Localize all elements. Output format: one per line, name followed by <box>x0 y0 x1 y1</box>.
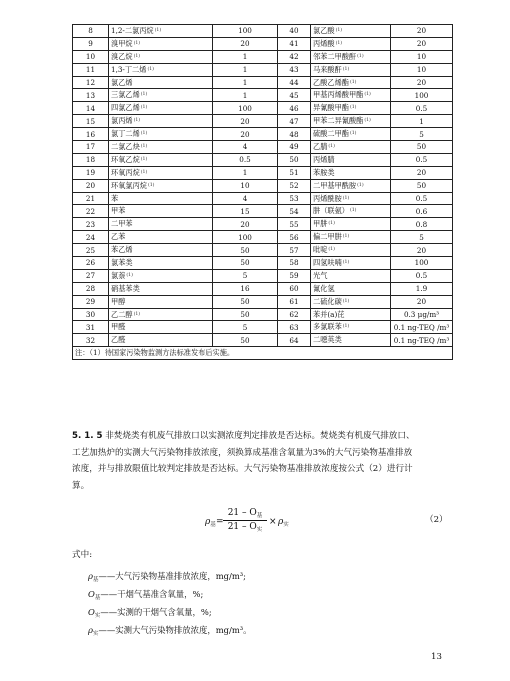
serial-number-cell: 60 <box>278 282 311 295</box>
pollutant-name-cell <box>311 128 391 141</box>
footnote-mark: (1) <box>154 27 162 33</box>
limit-value-cell: 50 <box>213 308 278 321</box>
pollutant-name: 肼（联氨） <box>313 206 349 216</box>
pollutant-name-cell <box>109 89 213 102</box>
table-row <box>73 89 453 102</box>
pollutant-name-cell <box>109 244 213 257</box>
pollutant-name-cell <box>109 37 213 50</box>
serial-number-cell: 51 <box>278 166 311 179</box>
table-row <box>73 205 453 218</box>
limit-value-cell: 5 <box>213 321 278 334</box>
limit-value-cell: 1 <box>213 76 278 89</box>
limit-value-cell: 0.5 <box>391 269 453 282</box>
pollutant-name-cell <box>311 257 391 270</box>
limit-value-cell: 10 <box>213 179 278 192</box>
limit-value-cell: 20 <box>213 128 278 141</box>
limit-value-cell: 1 <box>213 166 278 179</box>
pollutant-name: 丙烯酰胺 <box>313 193 342 203</box>
serial-number-cell: 58 <box>278 257 311 270</box>
serial-number-cell: 61 <box>278 295 311 308</box>
table-row <box>73 76 453 89</box>
pollutant-name-cell <box>109 141 213 154</box>
serial-number-cell: 54 <box>278 205 311 218</box>
serial-number-cell: 13 <box>73 89 109 102</box>
table-row <box>73 102 453 115</box>
pollutant-name: 三氯乙烯 <box>111 90 140 100</box>
footnote-mark: (1) <box>349 105 357 111</box>
serial-number-cell: 64 <box>278 334 311 347</box>
footnote-mark: (1) <box>342 298 350 304</box>
limit-value-cell: 0.5 <box>391 102 453 115</box>
footnote-mark: (1) <box>342 195 350 201</box>
pollutant-name: 苯乙烯 <box>111 245 133 255</box>
serial-number-cell: 40 <box>278 25 311 38</box>
limit-value-cell: 16 <box>213 282 278 295</box>
pollutant-name-cell <box>311 205 391 218</box>
serial-number-cell: 11 <box>73 63 109 76</box>
limit-value-cell: 1 <box>213 63 278 76</box>
footnote-mark: (1) <box>364 92 371 98</box>
pollutant-name: 丙烯腈 <box>313 154 335 164</box>
table-row <box>73 179 453 192</box>
pollutant-name: 氯苯类 <box>111 257 133 267</box>
equation-number: （2） <box>425 515 448 525</box>
pollutant-name: 丙烯酸 <box>313 38 335 48</box>
pollutant-name-cell <box>109 334 213 347</box>
pollutant-name: 甲醇 <box>111 296 126 306</box>
limit-value-cell: 5 <box>391 231 453 244</box>
serial-number-cell: 12 <box>73 76 109 89</box>
serial-number-cell: 63 <box>278 321 311 334</box>
serial-number-cell: 26 <box>73 257 109 270</box>
serial-number-cell: 15 <box>73 115 109 128</box>
pollutant-name: 异氰酸甲酯 <box>313 103 349 113</box>
limit-value-cell: 10 <box>391 50 453 63</box>
pollutant-name: 乙腈 <box>313 141 328 151</box>
table-row <box>73 37 453 50</box>
serial-number-cell: 25 <box>73 244 109 257</box>
pollutant-name-cell <box>311 63 391 76</box>
serial-number-cell: 49 <box>278 141 311 154</box>
section-line-3: 浓度，并与排放限值比较判定排放是否达标。大气污染物基准排放浓度按公式（2）进行计 <box>72 464 413 474</box>
pollutant-name-cell <box>109 257 213 270</box>
pollutant-name: 偏二甲肼 <box>313 232 342 242</box>
limit-value-cell: 20 <box>213 37 278 50</box>
limit-value-cell: 1 <box>213 89 278 102</box>
footnote-mark: (1) <box>140 156 148 162</box>
serial-number-cell: 23 <box>73 218 109 231</box>
pollutant-name-cell <box>109 308 213 321</box>
pollutant-name: 邻苯二甲酸酐 <box>313 51 357 61</box>
serial-number-cell: 22 <box>73 205 109 218</box>
table-row <box>73 334 453 347</box>
table-row <box>73 218 453 231</box>
table-row <box>73 115 453 128</box>
pollutant-name: 甲肼 <box>313 219 328 229</box>
section-5-1-5 <box>72 428 448 494</box>
serial-number-cell: 10 <box>73 50 109 63</box>
footnote-mark: (1) <box>349 131 357 137</box>
table-row <box>73 282 453 295</box>
limit-value-cell: 10 <box>391 63 453 76</box>
limit-value-cell: 0.1 ng-TEQ /m³ <box>391 334 453 347</box>
pollutant-name-cell <box>109 128 213 141</box>
limit-value-cell: 0.5 <box>391 153 453 166</box>
pollutant-name-cell <box>109 321 213 334</box>
limit-value-cell: 20 <box>213 115 278 128</box>
table-row <box>73 192 453 205</box>
pollutant-name-cell <box>311 282 391 295</box>
pollutant-name-cell <box>311 141 391 154</box>
page-number: 13 <box>431 652 442 662</box>
footnote-mark: (1) <box>126 272 133 278</box>
serial-number-cell: 57 <box>278 244 311 257</box>
limit-value-cell: 100 <box>391 257 453 270</box>
pollutant-name-cell <box>109 166 213 179</box>
pollutant-name-cell <box>311 153 391 166</box>
serial-number-cell: 31 <box>73 321 109 334</box>
section-number: 5. 1. 5 <box>72 431 103 441</box>
pollutant-name-cell <box>311 102 391 115</box>
table-row <box>73 257 453 270</box>
footnote-mark: (1) <box>349 208 357 214</box>
serial-number-cell: 43 <box>278 63 311 76</box>
pollutant-name-cell <box>109 50 213 63</box>
limit-value-cell: 100 <box>213 231 278 244</box>
limit-value-cell: 50 <box>213 334 278 347</box>
serial-number-cell: 29 <box>73 295 109 308</box>
serial-number-cell: 24 <box>73 231 109 244</box>
table-row <box>73 166 453 179</box>
serial-number-cell: 30 <box>73 308 109 321</box>
footnote-mark: (1) <box>357 53 364 59</box>
footnote-mark: (1) <box>147 182 155 188</box>
formula-2: $\rho_基$ = $21 - O_基$ $21 - O_实$ × $\rho_实$ <box>205 508 289 533</box>
serial-number-cell: 55 <box>278 218 311 231</box>
limit-value-cell: 0.1 ng-TEQ /m³ <box>391 321 453 334</box>
limit-value-cell: 20 <box>391 295 453 308</box>
pollutant-name-cell <box>311 89 391 102</box>
pollutant-name: 1,3-丁二烯 <box>111 64 147 74</box>
limit-value-cell: 20 <box>391 76 453 89</box>
footnote-mark: (1) <box>133 40 141 46</box>
limit-value-cell: 1.9 <box>391 282 453 295</box>
limit-value-cell: 0.8 <box>391 218 453 231</box>
pollutant-name-cell <box>109 76 213 89</box>
definition-rho-shi: $\rho_实——$实测大气污染物排放浓度，mg/m³。 <box>88 625 252 637</box>
table-row <box>73 269 453 282</box>
serial-number-cell: 44 <box>278 76 311 89</box>
footnote-mark: (1) <box>140 143 148 149</box>
limit-value-cell: 5 <box>213 269 278 282</box>
serial-number-cell: 21 <box>73 192 109 205</box>
footnote-mark: (1) <box>140 169 148 175</box>
serial-number-cell: 28 <box>73 282 109 295</box>
pollutant-name: 溴乙烷 <box>111 51 133 61</box>
pollutant-name: 二氯乙炔 <box>111 141 140 151</box>
footnote-mark: (1) <box>328 247 335 253</box>
pollutant-name: 氯丁二烯 <box>111 129 140 139</box>
table-row <box>73 63 453 76</box>
pollutant-name-cell <box>109 153 213 166</box>
serial-number-cell: 14 <box>73 102 109 115</box>
table-note-row <box>73 347 453 360</box>
footnote-mark: (1) <box>335 40 343 46</box>
footnote-mark: (1) <box>133 53 141 59</box>
limit-value-cell: 4 <box>213 141 278 154</box>
formula-numerator: $21 - O_基$ <box>223 508 267 521</box>
pollutant-name: 氯丙烯 <box>111 116 133 126</box>
pollutant-name: 乙二醇 <box>111 309 133 319</box>
pollutant-name: 吡啶 <box>313 245 328 255</box>
pollutant-name-cell <box>311 115 391 128</box>
limit-value-cell: 100 <box>213 102 278 115</box>
definition-rho-ji: $\rho_基——$大气污染物基准排放浓度，mg/m³; <box>88 571 246 583</box>
serial-number-cell: 46 <box>278 102 311 115</box>
pollutant-name-cell <box>109 231 213 244</box>
pollutant-name: 环氧乙烷 <box>111 154 140 164</box>
pollutant-name: 氯乙酸 <box>313 25 335 35</box>
serial-number-cell: 53 <box>278 192 311 205</box>
pollutant-name: 乙苯 <box>111 232 126 242</box>
footnote-mark: (1) <box>342 259 350 265</box>
limit-value-cell: 4 <box>213 192 278 205</box>
limit-value-cell: 20 <box>391 244 453 257</box>
pollutant-name-cell <box>109 282 213 295</box>
serial-number-cell: 41 <box>278 37 311 50</box>
pollutant-name-cell <box>311 166 391 179</box>
serial-number-cell: 47 <box>278 115 311 128</box>
section-line-2: 工艺加热炉的实测大气污染物排放浓度，须换算成基准含氧量为3%的大气污染物基准排放 <box>72 447 413 458</box>
limit-value-cell: 5 <box>391 128 453 141</box>
limit-value-cell: 20 <box>391 25 453 38</box>
pollutant-name: 乙酸乙烯酯 <box>313 77 349 87</box>
pollutant-name-cell <box>311 37 391 50</box>
formula-rhs: $\rho_实$ <box>278 517 289 528</box>
limit-value-cell: 50 <box>391 141 453 154</box>
table-row <box>73 153 453 166</box>
serial-number-cell: 32 <box>73 334 109 347</box>
pollutant-name-cell <box>109 63 213 76</box>
pollutant-name-cell <box>311 295 391 308</box>
footnote-mark: (1) <box>133 118 141 124</box>
pollutant-name-cell <box>109 102 213 115</box>
pollutant-name: 苯 <box>111 193 119 203</box>
pollutant-name-cell <box>311 218 391 231</box>
pollutant-name-cell <box>311 269 391 282</box>
limit-value-cell: 50 <box>213 244 278 257</box>
limit-value-cell: 50 <box>391 179 453 192</box>
footnote-mark: (1) <box>342 324 350 330</box>
pollutant-name-cell <box>311 50 391 63</box>
footnote-mark: (1) <box>140 105 148 111</box>
pollutant-name: 氯萘 <box>111 270 126 280</box>
pollutant-name-cell <box>109 25 213 38</box>
footnote-mark: (1) <box>140 92 148 98</box>
limit-value-cell: 0.6 <box>391 205 453 218</box>
footnote-mark: (1) <box>342 66 350 72</box>
table-row <box>73 50 453 63</box>
table-row <box>73 308 453 321</box>
limit-value-cell: 50 <box>213 257 278 270</box>
pollutant-name: 环氧丙烷 <box>111 167 140 177</box>
pollutant-name: 二甲基甲酰胺 <box>313 180 357 190</box>
serial-number-cell: 8 <box>73 25 109 38</box>
serial-number-cell: 50 <box>278 153 311 166</box>
limit-value-cell: 1 <box>213 50 278 63</box>
pollutant-name: 乙醛 <box>111 335 126 345</box>
limit-value-cell: 50 <box>213 295 278 308</box>
pollutant-name: 四氢呋喃 <box>313 257 342 267</box>
pollutant-name-cell <box>311 321 391 334</box>
pollutant-name-cell <box>311 192 391 205</box>
pollutant-name-cell <box>311 308 391 321</box>
section-line-4: 算。 <box>72 480 90 491</box>
pollutant-name-cell <box>109 218 213 231</box>
serial-number-cell: 62 <box>278 308 311 321</box>
definition-o-ji: $O_基——$干烟气基准含氧量，%; <box>88 589 204 601</box>
pollutant-name: 环氧氯丙烷 <box>111 180 147 190</box>
pollutant-name: 硝基苯类 <box>111 283 140 293</box>
pollutant-name: 氰化氢 <box>313 283 335 293</box>
limit-value-cell: 20 <box>391 37 453 50</box>
pollutant-name-cell <box>109 115 213 128</box>
pollutant-name: 二甲苯 <box>111 219 133 229</box>
serial-number-cell: 18 <box>73 153 109 166</box>
footnote-mark: (1) <box>328 143 335 149</box>
where-label: 式中: <box>72 550 93 560</box>
table-row <box>73 25 453 38</box>
pollutant-name-cell <box>311 179 391 192</box>
pollutant-name: 硫酸二甲酯 <box>313 129 349 139</box>
formula-fraction <box>223 508 267 533</box>
pollutant-name-cell <box>109 179 213 192</box>
pollutant-name-cell <box>109 192 213 205</box>
limit-value-cell: 20 <box>391 166 453 179</box>
pollutant-name: 光气 <box>313 270 328 280</box>
serial-number-cell: 52 <box>278 179 311 192</box>
pollutant-name: 氯乙烯 <box>111 77 133 87</box>
pollutant-name: 甲基丙烯酸甲酯 <box>313 90 364 100</box>
table-row <box>73 231 453 244</box>
pollutant-name: 甲醛 <box>111 322 126 332</box>
serial-number-cell: 56 <box>278 231 311 244</box>
serial-number-cell: 17 <box>73 141 109 154</box>
pollutant-limits-table <box>72 24 453 360</box>
footnote-mark: (1) <box>357 182 364 188</box>
pollutant-name-cell <box>311 231 391 244</box>
footnote-mark: (1) <box>349 79 357 85</box>
pollutant-name-cell <box>311 244 391 257</box>
section-line-1: 5. 1. 5 非焚烧类有机废气排放口以实测浓度判定排放是否达标。焚烧类有机废气排放口、 <box>72 431 415 441</box>
limit-value-cell: 100 <box>213 25 278 38</box>
serial-number-cell: 19 <box>73 166 109 179</box>
pollutant-name: 四氯乙烯 <box>111 103 140 113</box>
table-row <box>73 128 453 141</box>
pollutant-name-cell <box>311 334 391 347</box>
pollutant-name-cell <box>109 205 213 218</box>
footnote-mark: (1) <box>147 66 154 72</box>
pollutant-name: 苯并(a)芘 <box>313 309 345 319</box>
pollutant-name: 二噁英类 <box>313 335 342 345</box>
serial-number-cell: 27 <box>73 269 109 282</box>
serial-number-cell: 16 <box>73 128 109 141</box>
limit-value-cell: 0.5 <box>391 192 453 205</box>
table-row <box>73 141 453 154</box>
table-row <box>73 295 453 308</box>
serial-number-cell: 9 <box>73 37 109 50</box>
pollutant-name: 二硫化碳 <box>313 296 342 306</box>
limit-value-cell: 0.3 μg/m³ <box>391 308 453 321</box>
pollutant-name: 多氯联苯 <box>313 322 342 332</box>
formula-denominator: $21 - O_实$ <box>227 522 263 533</box>
serial-number-cell: 20 <box>73 179 109 192</box>
definition-o-shi: $O_实——$实测的干烟气含氧量，%; <box>88 607 212 619</box>
limit-value-cell: 100 <box>391 89 453 102</box>
footnote-mark: (1) <box>140 131 148 137</box>
table-note: 注：（1）待国家污染物监测方法标准发布后实施。 <box>73 347 453 360</box>
serial-number-cell: 48 <box>278 128 311 141</box>
pollutant-name: 1,2-二氯丙烷 <box>111 25 154 35</box>
serial-number-cell: 59 <box>278 269 311 282</box>
footnote-mark: (1) <box>328 221 335 227</box>
pollutant-name: 甲苯 <box>111 206 126 216</box>
pollutant-name: 苯胺类 <box>313 167 335 177</box>
pollutant-name: 甲苯二异氰酸酯 <box>313 116 364 126</box>
footnote-mark: (1) <box>133 311 141 317</box>
serial-number-cell: 45 <box>278 89 311 102</box>
serial-number-cell: 42 <box>278 50 311 63</box>
footnote-mark: (1) <box>335 27 343 33</box>
pollutant-name: 溴甲烷 <box>111 38 133 48</box>
pollutant-name-cell <box>109 295 213 308</box>
formula-lhs: $\rho_基$ <box>205 517 216 528</box>
footnote-mark: (1) <box>364 118 371 124</box>
pollutant-name-cell <box>311 76 391 89</box>
limit-value-cell: 1 <box>391 115 453 128</box>
pollutant-name-cell <box>109 269 213 282</box>
limit-value-cell: 15 <box>213 205 278 218</box>
footnote-mark: (1) <box>342 234 350 240</box>
pollutant-name: 马来酸酐 <box>313 64 342 74</box>
table-row <box>73 244 453 257</box>
limit-value-cell: 20 <box>213 218 278 231</box>
pollutant-name-cell <box>311 25 391 38</box>
limit-value-cell: 0.5 <box>213 153 278 166</box>
table-row <box>73 321 453 334</box>
